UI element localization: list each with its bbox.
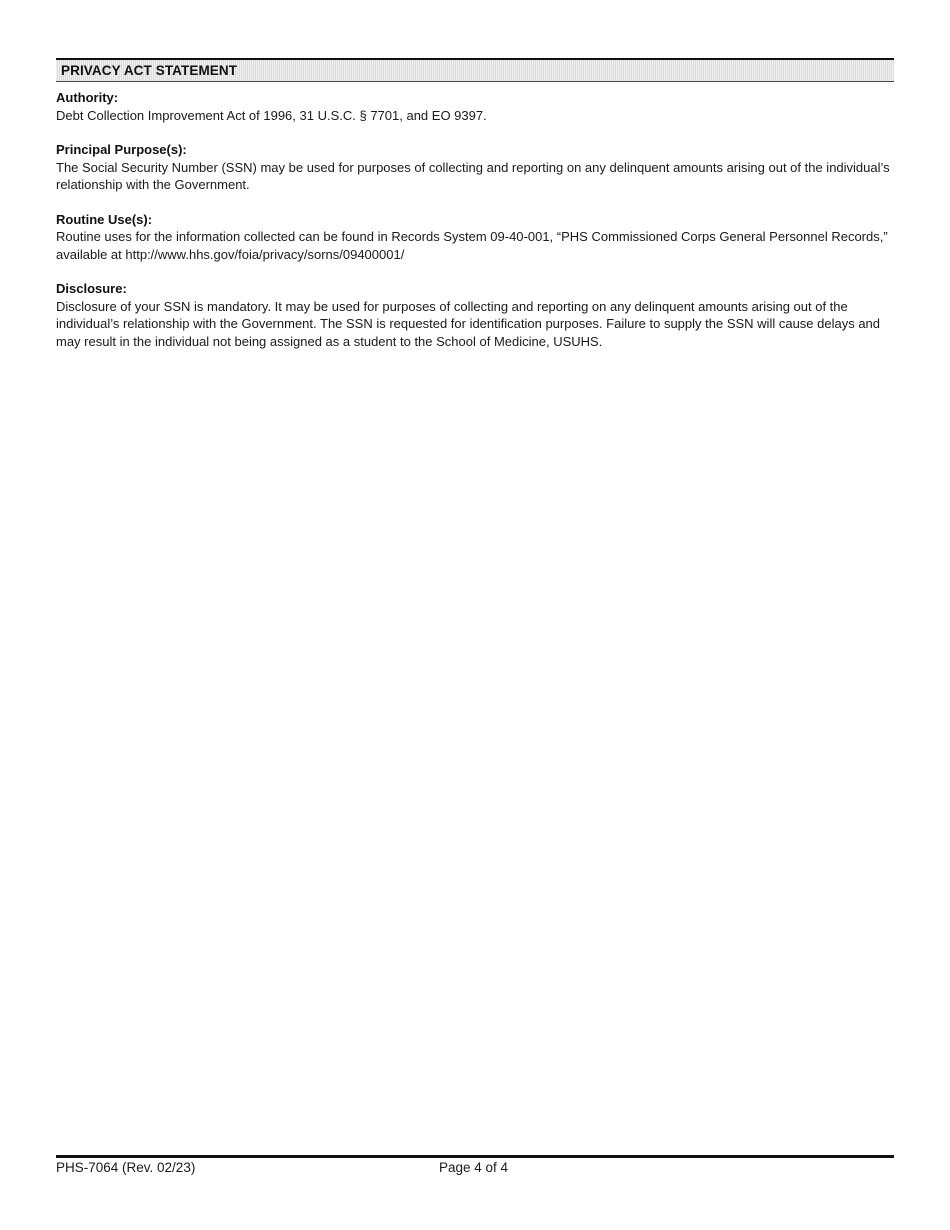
disclosure-heading: Disclosure: [56, 281, 127, 296]
disclosure-text: Disclosure of your SSN is mandatory. It may be used for purposes of collecting and reporting on any delinquent amounts arising out of the individual’s relationship with the Government. The SSN is requested for identification purposes. Failure to supply the SSN will cause delays and may result in the individual not being assigned as a student to the School of Medicine, USUHS. [56, 298, 881, 349]
principal-purpose-text: The Social Security Number (SSN) may be used for purposes of collecting and reporting on any delinquent amounts arising out of the individual’s relationship with the Government. [56, 159, 890, 192]
principal-purpose-heading: Principal Purpose(s): [56, 142, 187, 157]
privacy-act-content [56, 89, 894, 367]
routine-use-text: Routine uses for the information collected can be found in Records System 09-40-001, “PHS Commissioned Corps General Personnel Records,” available at http://www.hhs.gov/foia/privacy/sorns/09400001/ [56, 229, 888, 262]
authority-text: Debt Collection Improvement Act of 1996, 31 U.S.C. § 7701, and EO 9397. [56, 107, 487, 123]
section-title: PRIVACY ACT STATEMENT [61, 63, 238, 78]
footer-divider [56, 1155, 894, 1158]
authority-heading: Authority: [56, 90, 119, 105]
footer-form-number: PHS-7064 (Rev. 02/23) [56, 1160, 196, 1175]
routine-use-heading: Routine Use(s): [56, 211, 153, 227]
disclosure-block [56, 280, 894, 350]
authority-block [56, 89, 894, 124]
document-page [56, 0, 894, 1230]
principal-purpose-block [56, 141, 894, 194]
routine-use-block [56, 211, 894, 264]
privacy-act-section-header [56, 58, 894, 82]
footer-page-number: Page 4 of 4 [439, 1160, 509, 1175]
